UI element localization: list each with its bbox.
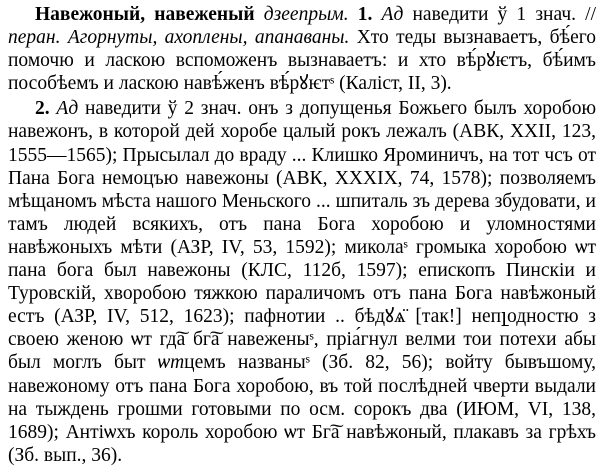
sense-2-reference: наведити ў 2 знач. (85, 98, 242, 120)
part-of-speech: дзеепрым. (263, 4, 349, 25)
sense-2-paragraph (8, 97, 596, 467)
sense-1-reference: наведити ў 1 знач. // (412, 4, 597, 25)
sense-2-quotation-a: онъ з допущенья Божьего былъ хоробою навежонъ, в которой дей хоробе цалый рокъ лежалъ (АВК, XXII, 123, 1555—1565); Прысылал до враду ... Клишко Яроминичъ, на тот чсъ от Пана Бога немоцъю навежоны (АВК, XXXIX, 74, 1578); позволяемъ мѣщаномъ мѣста нашого Меньского ... шпиталь зъ дерева збудовати, и тамъ людей всякихъ, отъ пана Бога хоробою и уломностями навѣжоныхъ мѣти (АЗР, IV, 53, 1592); миколаˢ громыка хоробою ѡт пана бога был навежоны (КЛС, 112б, 1597); епископъ Пинскіи и Туровскій, хворобою тяжкою параличомъ отъ пана Бога навѣжоный естъ (АЗР, IV, 512, 1623); пафнотии .. бѣдꙋ (8, 98, 597, 328)
sense-2-quotation-d: ѡт (157, 352, 185, 374)
sense-1-number: 1. (357, 4, 373, 25)
sense-1-intro: Ад (381, 4, 404, 25)
sense-2-number: 2. (35, 98, 50, 120)
sense-2-intro: Ад (56, 98, 79, 120)
headword: Навежоный, навеженый (35, 4, 255, 25)
sense-2-quotation-c: ˢ, пріа́гнул велми тои потехи абы был моглъ быт (8, 329, 596, 374)
sense-1-translation: Агорнуты, ахоплены, апанаваны. (67, 27, 350, 49)
sense-1-translation-label: перан. (8, 27, 61, 49)
sense-1-paragraph (8, 3, 596, 95)
sense-2-quotation-b: ѧ̈ [так!] непլодностю з своею женою ѡт гд͠а бг͠а навежены (8, 306, 596, 351)
sense-2-quotation-e: цемъ названыˢ (Зб. 82, 56); войту бывъшому, навежоному отъ пана Бога хоробою, въ той послѣдней чверти выдали на тыждень грошми готовыми по осм. сорокъ два (ИЮМ, VI, 138, 1689); Антіѡхъ король хоробою ѡт Бг͠а навѣжоный, плакавъ за грѣхъ (Зб. вып., 36). (8, 352, 596, 466)
sense-1-quotation: Хто теды вызнаваетъ, бѣ́его помочю и ласкою вспоможенъ вызнаваетъ: и хто вѣ́рꙋѥтъ, бѣ́имъ пособѣемъ и ласкою навѣ́женъ вѣ́рꙋѥтˢ (Каліст, II, 3). (8, 27, 597, 95)
